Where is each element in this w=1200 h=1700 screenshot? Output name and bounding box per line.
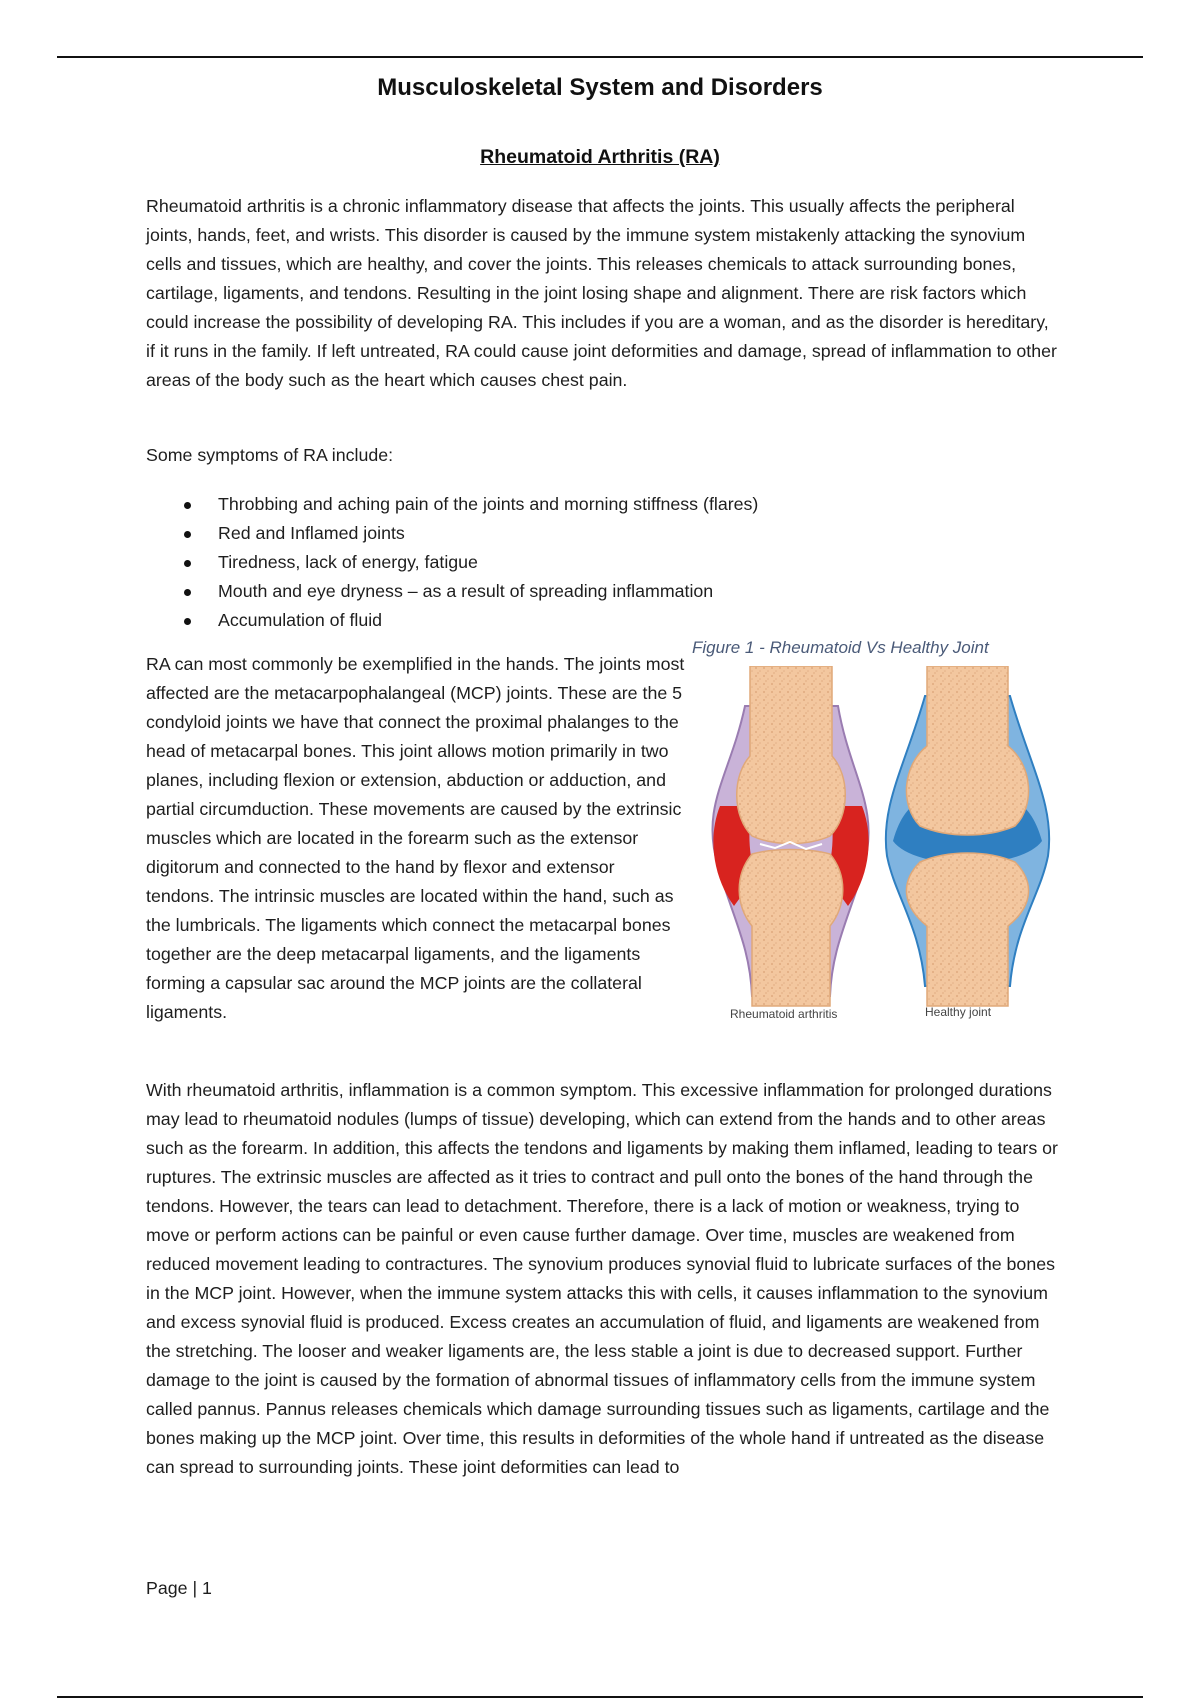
figure-label-rheumatoid: Rheumatoid arthritis (730, 1007, 838, 1021)
rheumatoid-lower-bone (739, 850, 843, 1007)
page-number: Page | 1 (146, 1578, 212, 1598)
joint-illustration (690, 666, 1060, 1026)
list-item: Throbbing and aching pain of the joints and morning stiffness (flares) (146, 490, 758, 519)
top-rule (57, 56, 1143, 58)
list-item: Red and Inflamed joints (146, 519, 758, 548)
mcp-paragraph: RA can most commonly be exemplified in the hands. The joints most affected are the metacarpophalangeal (MCP) joints. These are the 5 condyloid joints we have that connect the proximal phalanges to the head of metacarpal bones. This joint allows motion primarily in two planes, including flexion or extension, abduction or adduction, and partial circumduction. These movements are caused by the extrinsic muscles which are located in the forearm such as the extensor digitorum and connected to the hand by flexor and extensor tendons. The intrinsic muscles are located within the hand, such as the lumbricals. The ligaments which connect the metacarpal bones together are the deep metacarpal ligaments, and the ligaments forming a capsular sac around the MCP joints are the collateral ligaments. (146, 654, 685, 1022)
figure-caption: Figure 1 - Rheumatoid Vs Healthy Joint (692, 638, 989, 657)
bullet-icon (184, 531, 191, 538)
symptoms-list (146, 490, 758, 635)
healthy-joint (886, 666, 1049, 1006)
inflammation-paragraph: With rheumatoid arthritis, inflammation is a common symptom. This excessive inflammation for prolonged durations may lead to rheumatoid nodules (lumps of tissue) developing, which can extend from the hands and to other areas such as the forearm. In addition, this affects the tendons and ligaments by making them inflamed, leading to tears or ruptures. The extrinsic muscles are affected as it tries to contract and pull onto the bones of the hand through the tendons. However, the tears can lead to detachment. Therefore, there is a lack of motion or weakness, trying to move or perform actions can be painful or even cause further damage. Over time, muscles are weakened from reduced movement leading to contractures. The synovium produces synovial fluid to lubricate surfaces of the bones in the MCP joint. However, when the immune system attacks this with cells, it causes inflammation to the synovium and excess synovial fluid is produced. Excess creates an accumulation of fluid, and ligaments are weakened from the stretching. The looser and weaker ligaments are, the less stable a joint is due to decreased support. Further damage to the joint is caused by the formation of abnormal tissues of inflammatory cells from the immune system called pannus. Pannus releases chemicals which damage surrounding tissues such as ligaments, cartilage and the bones making up the MCP joint. Over time, this results in deformities of the whole hand if untreated as the disease can spread to surrounding joints. These joint deformities can lead to (146, 1080, 1058, 1477)
rheumatoid-upper-bone (737, 666, 846, 844)
bullet-icon (184, 502, 191, 509)
intro-paragraph: Rheumatoid arthritis is a chronic inflammatory disease that affects the joints. This usually affects the peripheral joints, hands, feet, and wrists. This disorder is caused by the immune system mistakenly attacking the synovium cells and tissues, which are healthy, and cover the joints. This releases chemicals to attack surrounding bones, cartilage, ligaments, and tendons. Resulting in the joint losing shape and alignment. There are risk factors which could increase the possibility of developing RA. This includes if you are a woman, and as the disorder is hereditary, if it runs in the family. If left untreated, RA could cause joint deformities and damage, spread of inflammation to other areas of the body such as the heart which causes chest pain. (146, 196, 1057, 390)
rheumatoid-joint (712, 666, 868, 1006)
list-item: Accumulation of fluid (146, 606, 758, 635)
list-item: Mouth and eye dryness – as a result of spreading inflammation (146, 577, 758, 606)
healthy-upper-bone (906, 666, 1028, 835)
section-heading: Rheumatoid Arthritis (RA) (480, 146, 720, 168)
figure-label-healthy: Healthy joint (925, 1005, 992, 1019)
list-item: Tiredness, lack of energy, fatigue (146, 548, 758, 577)
document-title: Musculoskeletal System and Disorders (377, 74, 823, 101)
bullet-icon (184, 589, 191, 596)
bottom-rule (57, 1696, 1143, 1698)
bullet-icon (184, 618, 191, 625)
symptoms-intro: Some symptoms of RA include: (146, 445, 394, 465)
bullet-icon (184, 560, 191, 567)
